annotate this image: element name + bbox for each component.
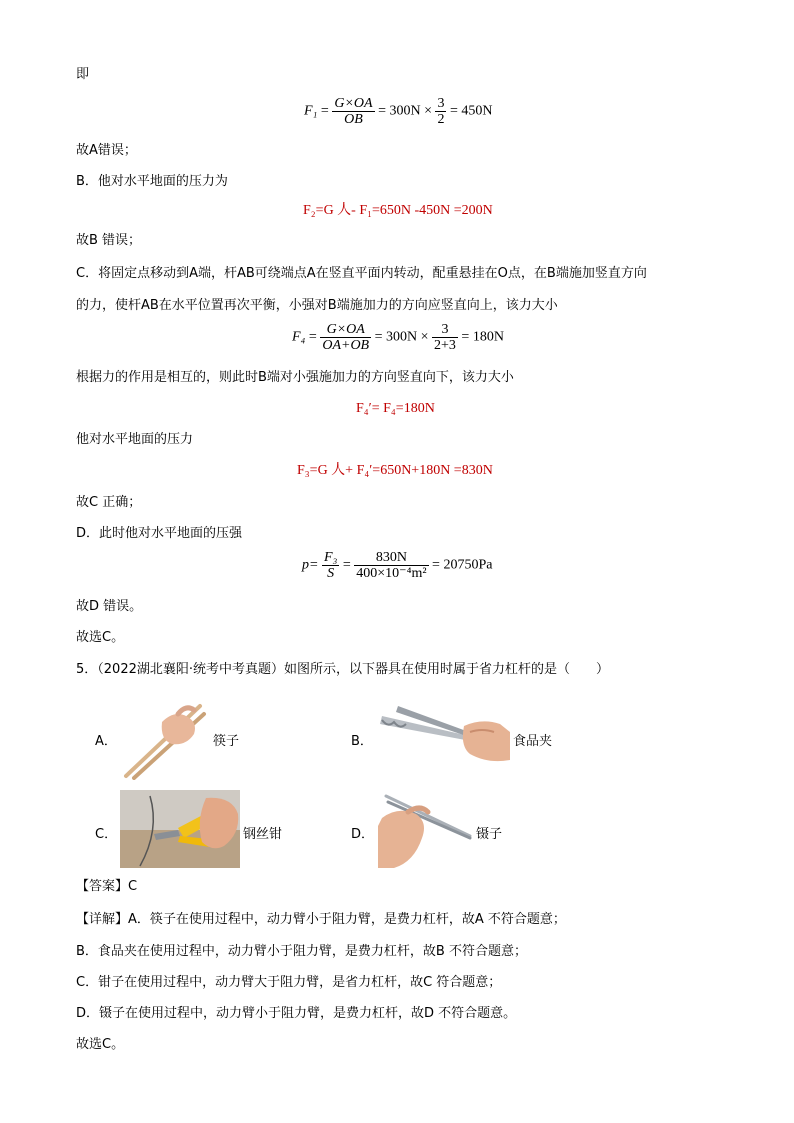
eq4-num: G×OA bbox=[326, 322, 365, 337]
text-c-line1: C．将固定点移动到A端，杆AB可绕端点A在竖直平面内转动，配重悬挂在O点，在B端施加竖直方向 bbox=[76, 266, 647, 281]
detail-c: C．钳子在使用过程中，动力臂大于阻力臂，是省力杠杆，故C 符合题意； bbox=[76, 975, 502, 990]
text-choose-1: 故选C。 bbox=[76, 630, 125, 645]
option-b-label: 食品夹 bbox=[513, 734, 553, 749]
text-ji: 即 bbox=[76, 67, 90, 82]
detail-b: B．食品夹在使用过程中，动力臂小于阻力臂，是费力杠杆，故B 不符合题意； bbox=[76, 944, 527, 959]
eq4-fraction bbox=[320, 322, 371, 353]
eqp-lhs: p= bbox=[302, 557, 319, 573]
tweezers-image bbox=[378, 792, 474, 868]
eq1-fden: 2 bbox=[437, 112, 445, 127]
eq4-rhs: = 180N bbox=[461, 329, 504, 345]
text-c-line2: 的力，使杆AB在水平位置再次平衡，小强对B端施加力的方向应竖直向上，该力大小 bbox=[76, 298, 558, 313]
text-gu-a: 故A错误； bbox=[76, 143, 137, 158]
eqp-num: F₃ bbox=[323, 550, 338, 565]
equation-f4-prime: F₄′= F₄=180N bbox=[356, 401, 435, 416]
option-d-letter: D． bbox=[351, 827, 375, 842]
option-b-letter: B． bbox=[351, 734, 373, 749]
equation-f3: F₃=G 人+ F₄′=650N+180N =830N bbox=[297, 463, 493, 478]
eq1-mid: = 300N × bbox=[378, 103, 432, 119]
text-b-intro: B．他对水平地面的压力为 bbox=[76, 174, 228, 189]
text-choose-2: 故选C。 bbox=[76, 1037, 125, 1052]
eqp-fraction bbox=[322, 550, 339, 581]
text-pressure-intro: 他对水平地面的压力 bbox=[76, 432, 194, 447]
equation-f1: F₁ = $\frac{G\times OA}{OB}$ = 300N × $\frac{3}{2}$ = 450N bbox=[304, 96, 493, 127]
chopsticks-image bbox=[120, 700, 210, 780]
eq1-fraction bbox=[332, 96, 374, 127]
option-c-letter: C． bbox=[95, 827, 118, 842]
eq4-fraction2 bbox=[432, 322, 458, 353]
wire-pliers-image bbox=[120, 790, 240, 868]
text-d-intro: D．此时他对水平地面的压强 bbox=[76, 526, 243, 541]
eqp-eqs: = bbox=[342, 557, 351, 573]
option-a-label: 筷子 bbox=[213, 734, 240, 749]
food-tongs-image bbox=[378, 702, 512, 768]
option-d-label: 镊子 bbox=[476, 827, 503, 842]
option-c-label: 钢丝钳 bbox=[243, 827, 283, 842]
eqp-fnum: 830N bbox=[375, 550, 407, 565]
eq4-den: OA+OB bbox=[322, 338, 370, 353]
eqp-fraction2 bbox=[354, 550, 428, 581]
equation-f4: F₄ = $\frac{G\times OA}{OA+OB}$ = 300N × $\frac{3}{2+3}$ = 180N bbox=[292, 322, 504, 353]
detail-d: D．镊子在使用过程中，动力臂小于阻力臂，是费力杠杆，故D 不符合题意。 bbox=[76, 1006, 517, 1021]
text-gu-b: 故B 错误； bbox=[76, 233, 142, 248]
eq4-mid: = 300N × bbox=[374, 329, 429, 345]
text-gu-c: 故C 正确； bbox=[76, 495, 142, 510]
text-reaction: 根据力的作用是相互的，则此时B端对小强施加力的方向竖直向下，该力大小 bbox=[76, 370, 514, 385]
eq1-fnum: 3 bbox=[437, 96, 445, 111]
question-5: 5．（2022湖北襄阳·统考中考真题）如图所示，以下器具在使用时属于省力杠杆的是（ ） bbox=[76, 662, 609, 677]
eq4-fnum: 3 bbox=[441, 322, 449, 337]
answer: 【答案】C bbox=[76, 879, 138, 894]
eqp-fden: 400×10⁻⁴m² bbox=[356, 566, 427, 581]
eq4-lhs: F₄ bbox=[292, 329, 306, 345]
eq1-num: G×OA bbox=[334, 96, 373, 111]
eq1-fraction2 bbox=[435, 96, 446, 127]
eq1-den: OB bbox=[332, 111, 374, 127]
eqp-rhs: = 20750Pa bbox=[432, 557, 493, 573]
equation-f2: F₂=G 人- F₁=650N -450N =200N bbox=[303, 203, 493, 218]
eqp-den: S bbox=[322, 565, 339, 581]
option-a-letter: A． bbox=[95, 734, 117, 749]
eq1-rhs: = 450N bbox=[449, 103, 493, 119]
eq1-lhs: F₁ bbox=[304, 103, 318, 119]
eq4-fden: 2+3 bbox=[434, 338, 456, 353]
detail-a: 【详解】A．筷子在使用过程中，动力臂小于阻力臂，是费力杠杆，故A 不符合题意； bbox=[76, 912, 566, 927]
text-gu-d: 故D 错误。 bbox=[76, 599, 143, 614]
equation-pressure bbox=[302, 550, 492, 581]
